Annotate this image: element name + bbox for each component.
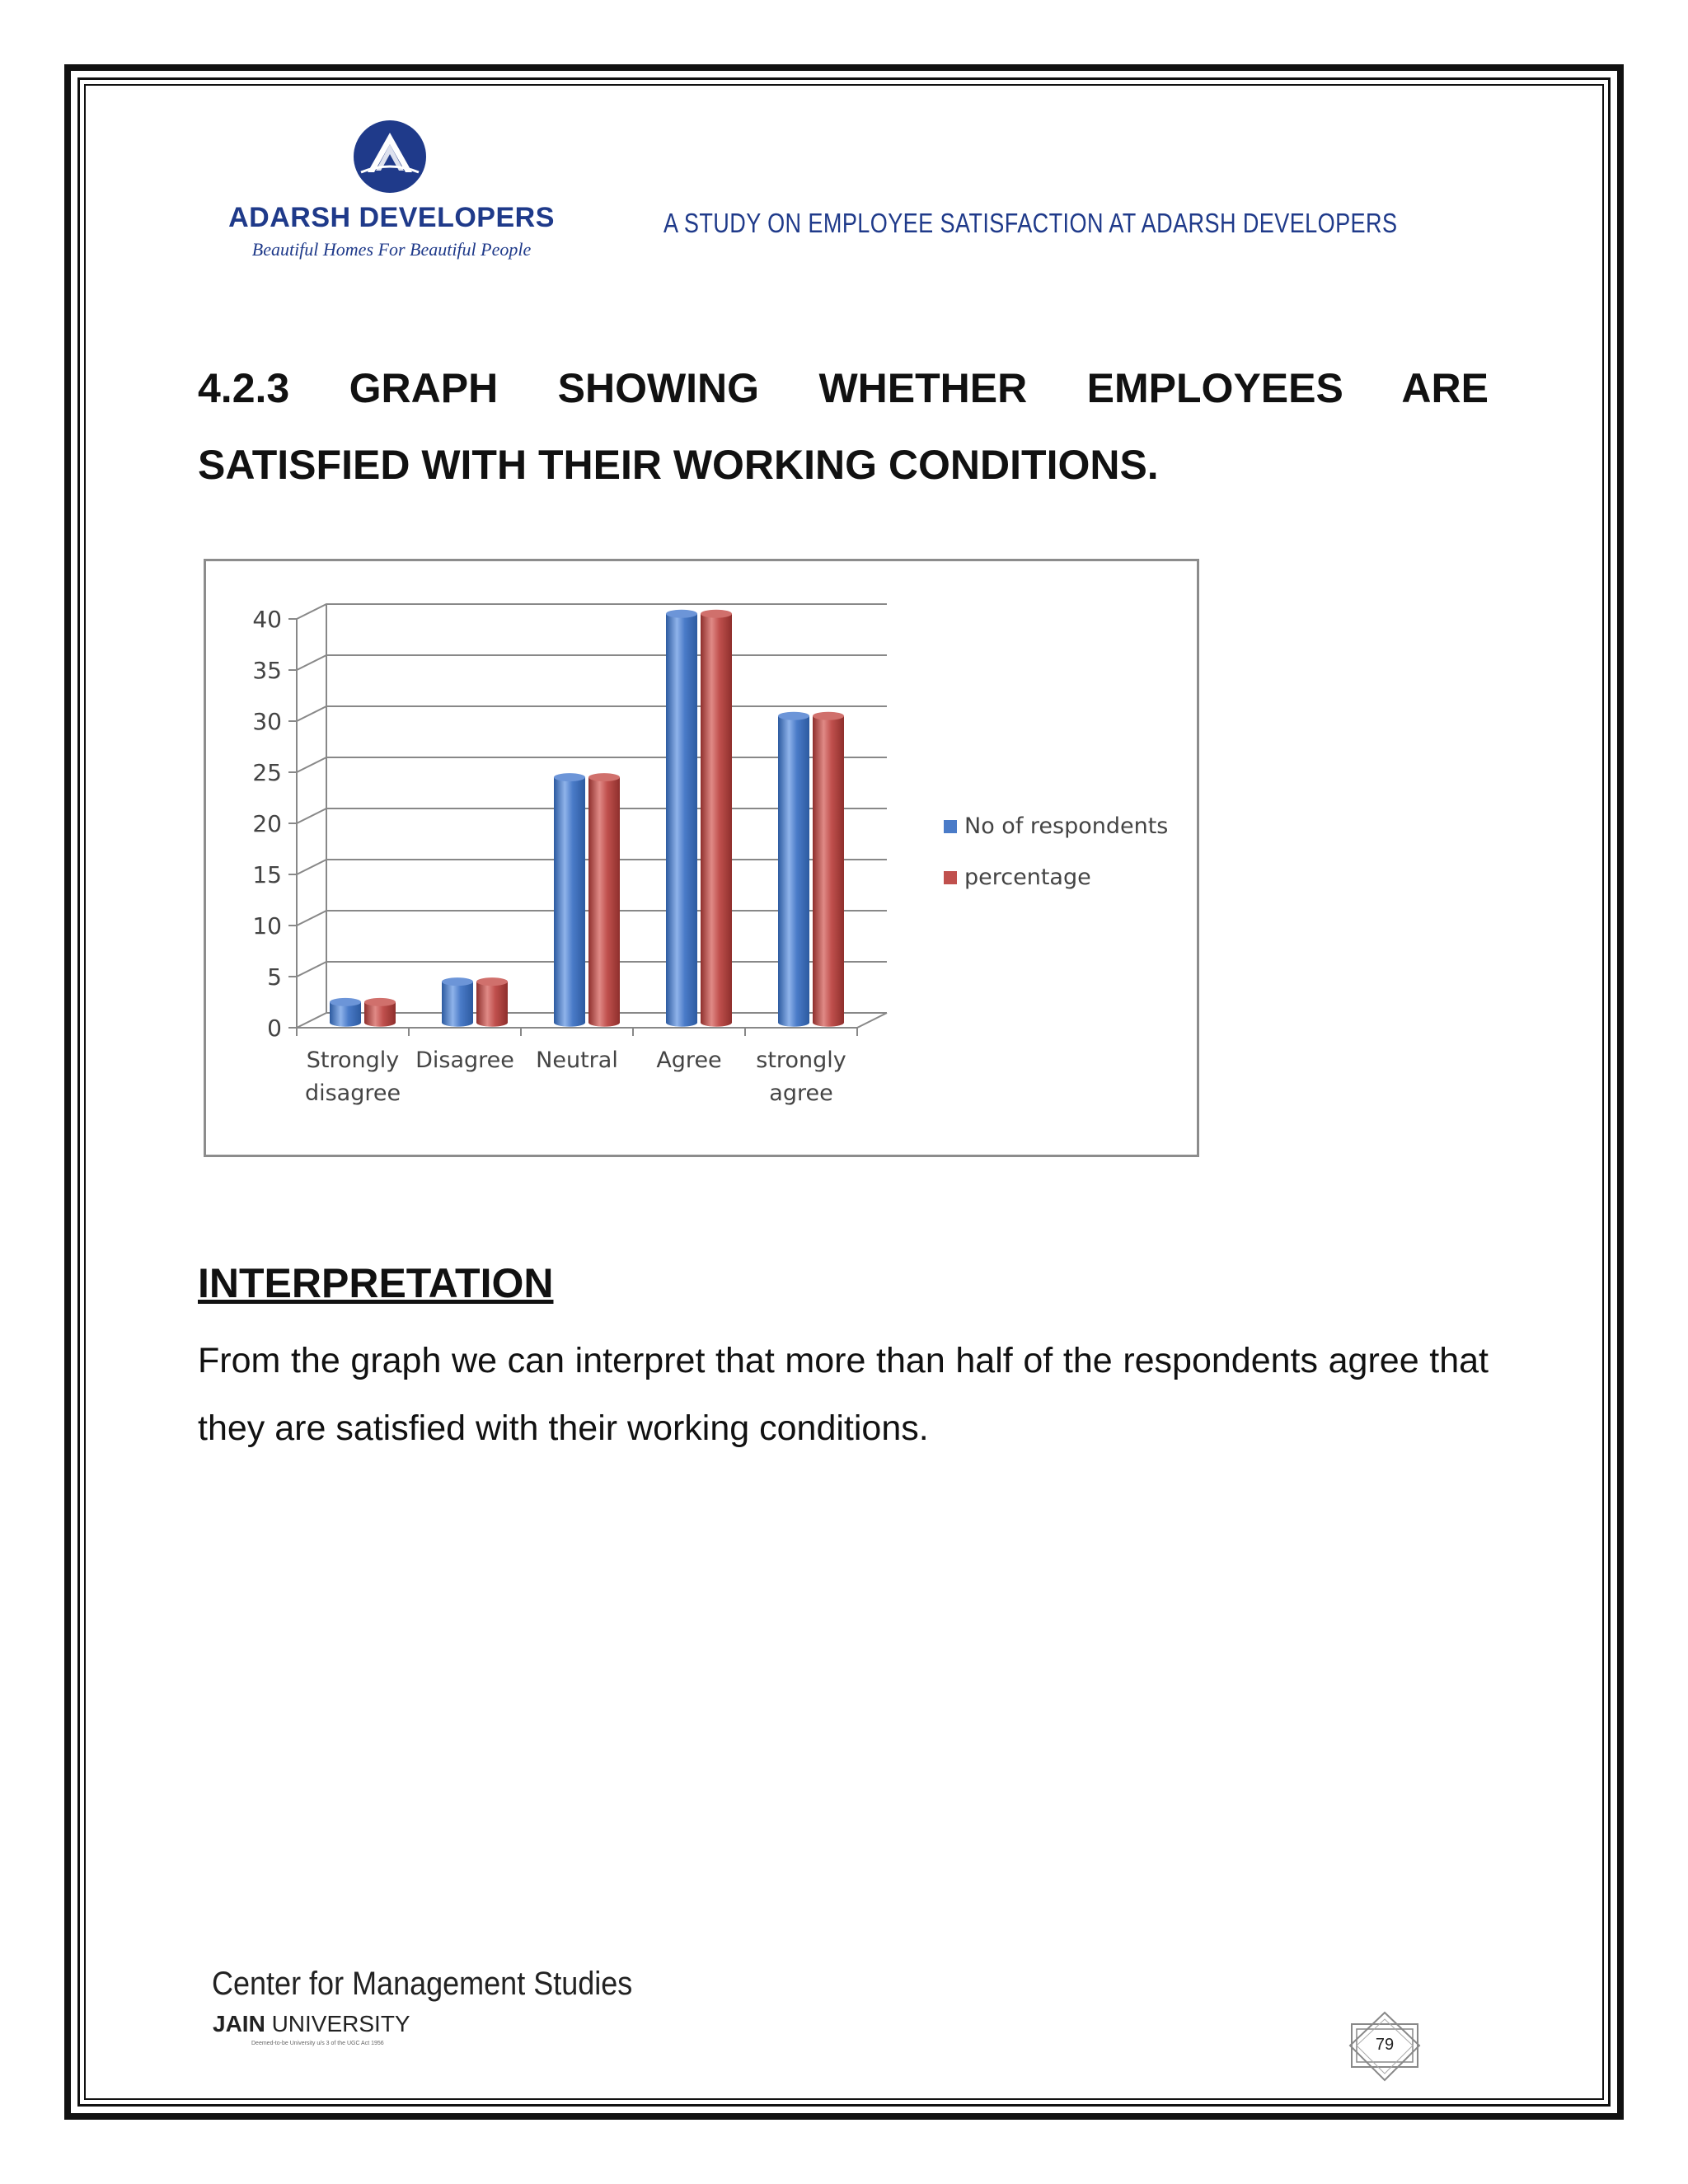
footer-university-bold: JAIN	[213, 2011, 265, 2036]
y-tick-label: 35	[252, 657, 282, 684]
page-number: 79	[1375, 2036, 1395, 2054]
logo-tagline: Beautiful Homes For Beautiful People	[251, 239, 532, 260]
bar-bottom	[666, 1019, 697, 1027]
bar-percentage	[364, 998, 396, 1027]
logo-company-name: ADARSH DEVELOPERS	[228, 202, 555, 233]
footer-center-name: Center for Management Studies	[212, 1966, 633, 2002]
bar-bottom	[442, 1019, 473, 1027]
y-tick-label: 0	[267, 1015, 282, 1042]
bar-top	[701, 610, 732, 618]
bar-top	[778, 712, 809, 720]
y-tick-label: 5	[267, 963, 282, 991]
bar-respondents	[554, 773, 585, 1027]
bar-percentage	[701, 610, 732, 1027]
x-tick-label: Neutral	[536, 1047, 618, 1073]
bar-top	[813, 712, 844, 720]
bar-body	[554, 777, 585, 1023]
y-tick-label: 25	[252, 759, 282, 786]
bar-body	[476, 982, 508, 1023]
section-heading	[198, 350, 1489, 504]
legend-label: No of respondents	[964, 813, 1169, 839]
adarsh-logo-icon	[353, 120, 427, 194]
bar-respondents	[778, 712, 809, 1027]
legend-swatch	[944, 871, 957, 884]
bar-bottom	[778, 1019, 809, 1027]
y-tick-label: 20	[252, 810, 282, 837]
bar-top	[476, 977, 508, 986]
bar-respondents	[442, 977, 473, 1027]
bar-body	[778, 716, 809, 1023]
y-tick-label: 15	[252, 861, 282, 888]
legend-swatch	[944, 820, 957, 833]
chart-container	[204, 559, 1199, 1157]
bar-bottom	[701, 1019, 732, 1027]
bar-percentage	[588, 773, 620, 1027]
gridline	[297, 604, 887, 619]
footer-note: Deemed-to-be University u/s 3 of the UGC Act 1956	[251, 2041, 384, 2046]
bar-bottom	[364, 1019, 396, 1027]
bar-bottom	[813, 1019, 844, 1027]
section-heading-line-2: SATISFIED WITH THEIR WORKING CONDITIONS.	[198, 442, 1159, 488]
bar-respondents	[330, 998, 361, 1027]
x-tick-label: Agree	[656, 1047, 722, 1073]
bar-bottom	[588, 1019, 620, 1027]
gridline	[297, 655, 887, 670]
bar-bottom	[476, 1019, 508, 1027]
bar-body	[701, 614, 732, 1023]
legend-label: percentage	[964, 865, 1091, 890]
bar-bottom	[554, 1019, 585, 1027]
bar-top	[364, 998, 396, 1006]
x-tick-label: Strongly disagree	[304, 1047, 401, 1106]
bar-percentage	[813, 712, 844, 1027]
footer-university	[213, 2011, 410, 2037]
bar-chart	[206, 561, 1197, 1155]
bar-top	[588, 773, 620, 781]
y-tick-label: 10	[252, 912, 282, 940]
bar-respondents	[666, 610, 697, 1027]
company-logo	[223, 120, 560, 268]
report-header-title: A STUDY ON EMPLOYEE SATISFACTION AT ADARSH DEVELOPERS	[663, 208, 1398, 238]
bar-body	[442, 982, 473, 1023]
section-heading-line-1: 4.2.3 GRAPH SHOWING WHETHER EMPLOYEES ARE	[198, 365, 1489, 411]
bar-top	[442, 977, 473, 986]
bar-percentage	[476, 977, 508, 1027]
x-tick-label: strongly agree	[756, 1047, 846, 1106]
y-tick-label: 30	[252, 708, 282, 735]
bar-body	[588, 777, 620, 1023]
interpretation-text: From the graph we can interpret that more than half of the respondents agree that they are satisfied with their working conditions.	[198, 1341, 1489, 1448]
bar-top	[554, 773, 585, 781]
y-tick-label: 40	[252, 606, 282, 633]
bar-top	[666, 610, 697, 618]
bar-top	[330, 998, 361, 1006]
bar-bottom	[330, 1019, 361, 1027]
bar-body	[666, 614, 697, 1023]
bar-body	[813, 716, 844, 1023]
page-number-badge	[1345, 2011, 1424, 2083]
interpretation-heading: INTERPRETATION	[198, 1260, 554, 1306]
x-tick-label: Disagree	[415, 1047, 514, 1073]
footer-university-rest: UNIVERSITY	[265, 2011, 410, 2036]
